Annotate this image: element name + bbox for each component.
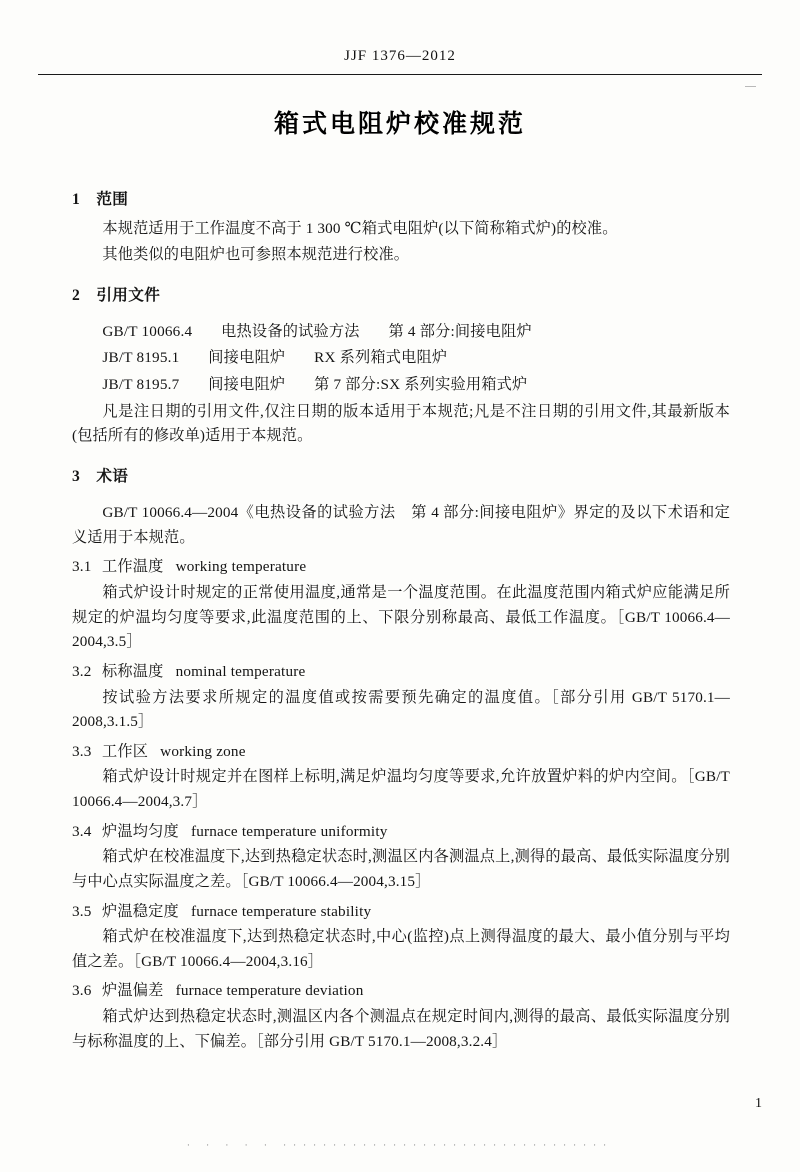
term-number: 3.2: [72, 662, 92, 680]
reference-part: 第 7 部分:SX 系列实验用箱式炉: [314, 376, 528, 393]
reference-code: JB/T 8195.1: [102, 349, 180, 367]
paragraph: 凡是注日期的引用文件,仅注日期的版本适用于本规范;凡是不注日期的引用文件,其最新版本(包括所有的修改单)适用于本规范。: [72, 402, 730, 445]
reference-code: GB/T 10066.4: [102, 322, 193, 340]
reference-item: [72, 346, 730, 371]
section-heading-3: [72, 464, 730, 489]
term-number: 3.6: [72, 982, 92, 1000]
section-heading-1: [72, 187, 730, 212]
section-title-3: 术语: [96, 467, 129, 485]
term-heading: [72, 979, 730, 1004]
reference-part: RX 系列箱式电阻炉: [314, 349, 448, 367]
paragraph: 其他类似的电阻炉也可参照本规范进行校准。: [102, 245, 410, 263]
section-number-3: 3: [72, 467, 81, 485]
term-number: 3.5: [72, 902, 92, 920]
section-heading-2: [72, 283, 730, 308]
term-definition: 箱式炉在校准温度下,达到热稳定状态时,中心(监控)点上测得温度的最大、最小值分别与平均值之差。［GB/T 10066.4—2004,3.16］: [72, 928, 730, 970]
reference-code: JB/T 8195.7: [102, 376, 180, 393]
reference-title: 间接电阻炉: [208, 376, 286, 393]
reference-item: [72, 373, 730, 398]
paragraph: GB/T 10066.4—2004《电热设备的试验方法 第 4 部分:间接电阻炉》界定的及以下术语和定义适用于本规范。: [72, 504, 730, 546]
reference-title: 间接电阻炉: [208, 349, 286, 367]
section-number-2: 2: [72, 286, 81, 304]
term-name-cn: 工作温度: [102, 558, 164, 576]
term-definition: 箱式炉在校准温度下,达到热稳定状态时,测温区内各测温点上,测得的最高、最低实际温度分别与中心点实际温度之差。［GB/T 10066.4—2004,3.15］: [72, 848, 730, 890]
term-heading: [72, 820, 730, 845]
section-title-1: 范围: [96, 191, 129, 208]
term-name-en: furnace temperature stability: [190, 902, 372, 920]
term-definition: 箱式炉设计时规定的正常使用温度,通常是一个温度范围。在此温度范围内箱式炉应能满足所规定的炉温均匀度等要求,此温度范围的上、下限分别称最高、最低工作温度。［GB/T 10066.4—2004,3.5］: [72, 584, 730, 651]
term-number: 3.1: [72, 558, 92, 576]
footer-dot-rule: · · · · · ·································: [186, 1140, 614, 1150]
term-name-cn: 炉温偏差: [102, 982, 164, 1000]
term-name-en: furnace temperature deviation: [175, 982, 364, 1000]
reference-item: [72, 320, 730, 345]
term-name-cn: 炉温均匀度: [102, 822, 179, 840]
term-heading: [72, 555, 730, 580]
term-name-en: furnace temperature uniformity: [190, 822, 388, 840]
reference-title: 电热设备的试验方法: [221, 322, 360, 340]
term-name-en: nominal temperature: [175, 662, 306, 680]
header-divider: [38, 74, 762, 75]
spacer: [72, 313, 730, 320]
running-head: JJF 1376—2012: [344, 48, 456, 64]
term-definition: 按试验方法要求所规定的温度值或按需要预先确定的温度值。［部分引用 GB/T 5170.1—2008,3.1.5］: [72, 688, 730, 731]
reference-part: 第 4 部分:间接电阻炉: [388, 322, 532, 340]
term-definition: 箱式炉设计时规定并在图样上标明,满足炉温均匀度等要求,允许放置炉料的炉内空间。［GB/T 10066.4—2004,3.7］: [72, 768, 730, 810]
edge-tick-mark: [745, 86, 756, 87]
page-title: 箱式电阻炉校准规范: [273, 111, 526, 138]
page-number: 1: [755, 1096, 762, 1111]
term-definition: 箱式炉达到热稳定状态时,测温区内各个测温点在规定时间内,测得的最高、最低实际温度分别与标称温度的上、下偏差。［部分引用 GB/T 5170.1—2008,3.2.4］: [72, 1008, 730, 1050]
term-heading: [72, 740, 730, 765]
document-body: [72, 172, 730, 1055]
spacer: [72, 494, 730, 501]
section-number-1: 1: [72, 191, 81, 208]
term-name-en: working temperature: [175, 558, 307, 576]
paragraph: 本规范适用于工作温度不高于 1 300 ℃箱式电阻炉(以下简称箱式炉)的校准。: [102, 220, 618, 238]
term-name-cn: 炉温稳定度: [102, 902, 179, 920]
section-title-2: 引用文件: [96, 286, 161, 304]
term-number: 3.3: [72, 742, 92, 760]
term-heading: [72, 660, 730, 685]
term-name-en: working zone: [160, 742, 246, 760]
term-number: 3.4: [72, 822, 92, 840]
term-heading: [72, 900, 730, 925]
term-name-cn: 标称温度: [102, 662, 164, 680]
term-name-cn: 工作区: [102, 742, 149, 760]
